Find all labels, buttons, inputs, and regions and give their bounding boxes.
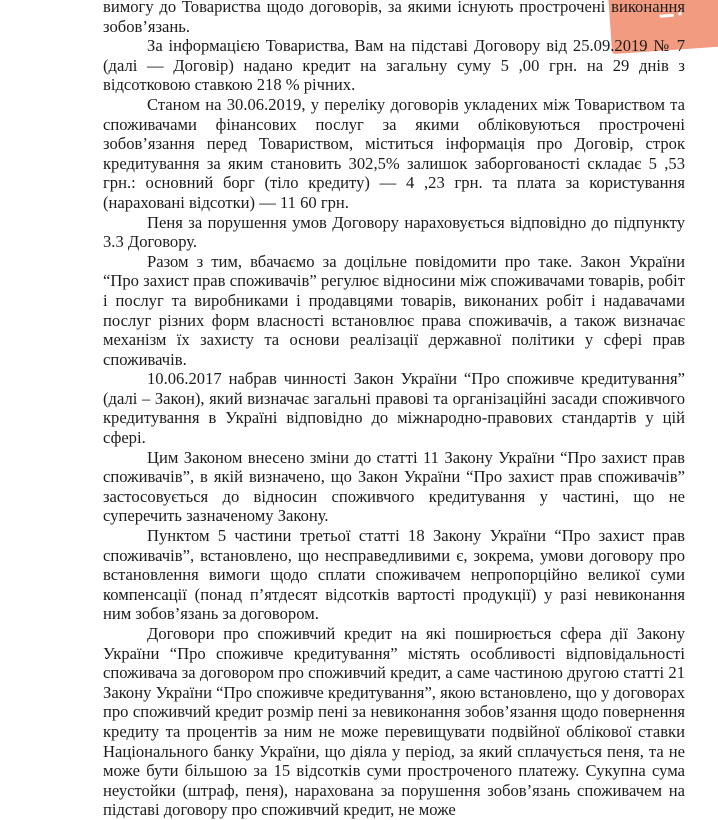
paragraph-penalty: Пеня за порушення умов Договору нараховується відповідно до підпункту 3.3 Договору. (103, 212, 685, 252)
paragraph-penalty-limits: Договори про споживчий кредит на які поширюється сфера дії Закону України “Про споживче кредитування” містять особливості відповідальності споживача за договором про споживчий кредит, а саме частиною другою статті 21 Закону України “Про споживче кредитування”, якою встановлено, що у договорах про споживчий кредит розмір пені за невиконання зобов’язання щодо повернення кредиту та процентів за ним не може перевищувати подвійної облікової ставки Національного банку України, що діяла у період, за який сплачується пеня, та не може бути більшою за 15 відсотків суми простроченого платежу. Сукупна сума неустойки (штраф, пеня), нарахована за порушення зобов’язань споживачем на підставі договору про споживчий кредит, не може (103, 624, 685, 820)
paragraph-amendments: Цим Законом внесено зміни до статті 11 Закону України “Про захист прав споживачів”, в якій визначено, що Закон України “Про захист прав споживачів” застосовується до відносин споживчого кредитування у частині, що не суперечить зазначеному Закону. (103, 447, 685, 526)
paragraph-loan-info: За інформацією Товариства, Вам на підставі Договору від 25.09.2019 № 7 (далі — Договір) надано кредит на загальну суму 5 ,00 грн. на 29 днів з відсотковою ставкою 218 % річних. (103, 36, 685, 95)
document-page (103, 0, 685, 820)
paragraph-unfair-terms: Пунктом 5 частини третьої статті 18 Закону України “Про захист прав споживачів”, встановлено, що несправедливими є, зокрема, умови договору про встановлення вимоги щодо сплати споживачем непропорційно великої суми компенсації (понад п’ятдесят відсотків вартості продукції) у разі невиконання ним зобов’язань за договором. (103, 526, 685, 624)
paragraph-consumer-law: Разом з тим, вбачаємо за доцільне повідомити про таке. Закон України “Про захист прав споживачів” регулює відносини між споживачами товарів, робіт і послуг та виробниками і продавцями товарів, виконаних робіт і надавачами послуг різних форм власності встановлює права споживачів, а також визначає механізм їх захисту та основи реалізації державної політики у сфері прав споживачів. (103, 251, 685, 369)
paragraph-credit-law: 10.06.2017 набрав чинності Закон України “Про споживче кредитування” (далі – Закон), який визначає загальні правові та організаційні засади споживчого кредитування в Україні відповідно до міжнародно-правових стандартів у цій сфері. (103, 369, 685, 448)
paragraph-debt-status: Станом на 30.06.2019, у переліку договорів укладених між Товариством та споживачами фінансових послуг за якими обліковуються прострочені зобов’язання перед Товариством, міститься інформація про Договір, строк кредитування за яким становить 302,5% залишок заборгованості складає 5 ,53 грн.: основний борг (тіло кредиту) — 4 ,23 грн. та плата за користування (нараховані відсотки) — 11 60 грн. (103, 94, 685, 212)
paragraph-continuation: вимогу до Товариства щодо договорів, за якими існують прострочені виконання зобов’язань. (103, 0, 685, 36)
